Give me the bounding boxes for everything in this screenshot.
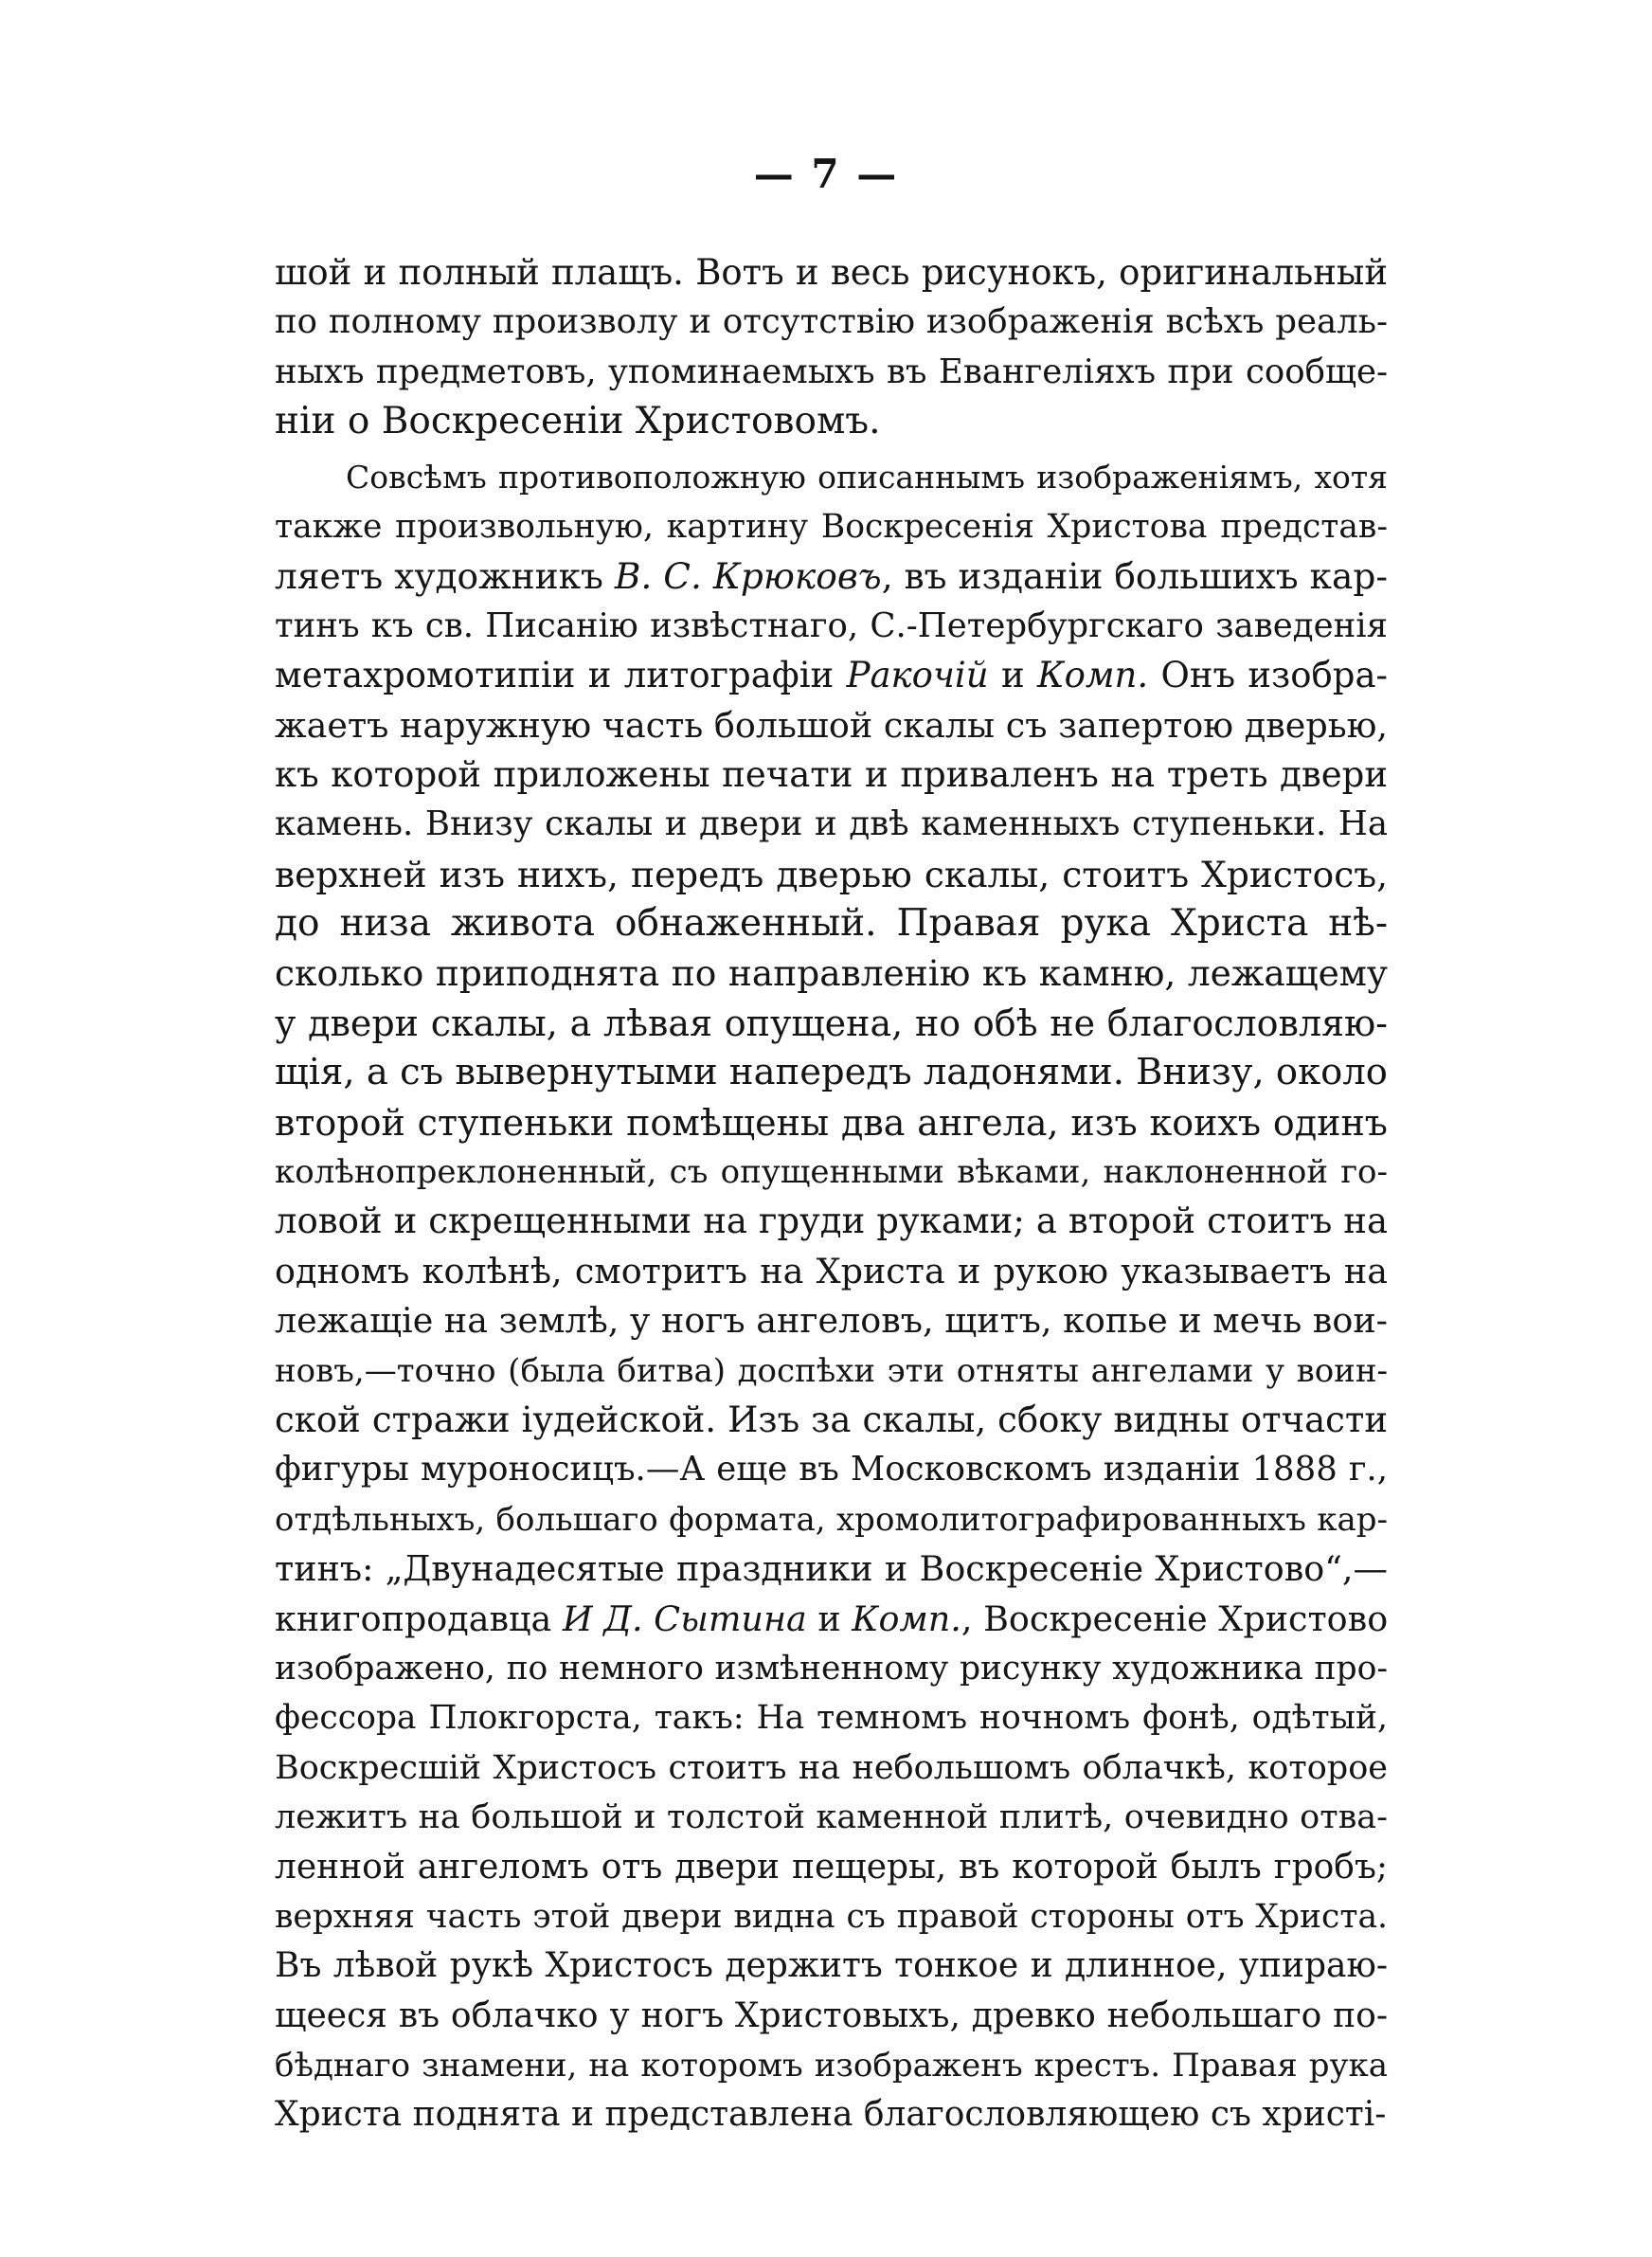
italic-name: Ракочій <box>846 655 989 696</box>
text-line <box>275 800 1388 849</box>
text-line <box>275 298 1388 347</box>
text-segment: верхней изъ нихъ, передъ дверью скалы, стоитъ Христосъ, <box>275 853 1388 895</box>
text-line <box>275 1644 1388 1693</box>
italic-name: Комп. <box>852 1598 961 1639</box>
text-line <box>275 1843 1388 1892</box>
text-segment: сколько приподнята по направленію къ камню, лежащему <box>275 952 1388 995</box>
text-line <box>275 999 1388 1048</box>
text-line <box>275 602 1388 651</box>
text-line <box>275 1495 1388 1544</box>
text-segment: изображено, по немного измѣненному рисунку художника про- <box>275 1649 1388 1688</box>
text-segment: жаетъ наружную часть большой скалы съ запертою дверью, <box>275 704 1388 746</box>
text-line <box>275 248 1388 298</box>
text-segment: верхняя часть этой двери видна съ правой стороны отъ Христа. <box>275 1897 1388 1936</box>
italic-name: В. С. Крюковъ <box>614 555 882 598</box>
text-segment: къ которой приложены печати и приваленъ на треть двери <box>275 753 1388 795</box>
text-segment: также произвольную, картину Воскресенія Христова представ- <box>275 507 1388 546</box>
text-line <box>275 1892 1388 1941</box>
italic-name: Комп. <box>1036 655 1149 696</box>
text-line <box>275 651 1388 700</box>
text-segment: фессора Плокгорста, такъ: На темномъ ночномъ фонѣ, одѣтый, <box>275 1699 1388 1738</box>
text-segment: ляетъ художникъ <box>275 555 615 598</box>
text-segment: у двери скалы, а лѣвая опущена, но обѣ не благословляю- <box>275 1002 1388 1044</box>
text-segment: Воскресшій Христосъ стоитъ на небольшомъ облачкѣ, которое <box>275 1748 1388 1787</box>
text-segment: колѣнопреклоненный, съ опущенными вѣками, наклоненной го- <box>275 1153 1388 1192</box>
text-line <box>275 1445 1388 1494</box>
text-segment: фигуры муроносицъ.—А еще въ Московскомъ изданіи 1888 г., <box>275 1450 1388 1490</box>
text-segment: Совсѣмъ противоположную описаннымъ изображеніямъ, хотя <box>346 458 1388 496</box>
text-line <box>275 1793 1388 1842</box>
text-segment: лежитъ на большой и толстой каменной плитѣ, очевидно отва- <box>275 1798 1388 1837</box>
text-line <box>275 1147 1388 1197</box>
text-segment: Онъ изобра- <box>1148 655 1389 696</box>
page-number: — 7 — <box>753 151 899 197</box>
text-line <box>275 1098 1388 1147</box>
paragraph <box>275 248 1388 447</box>
text-line <box>275 1595 1388 1644</box>
text-line <box>275 1992 1388 2041</box>
text-segment: одномъ колѣнѣ, смотритъ на Христа и рукою указываетъ на <box>275 1250 1388 1291</box>
text-line <box>275 948 1388 998</box>
paragraph <box>275 453 1388 2140</box>
text-segment: ловой и скрещенными на груди руками; а второй стоитъ на <box>275 1201 1388 1242</box>
text-line <box>275 1941 1388 1991</box>
text-line <box>275 701 1388 750</box>
text-segment: второй ступеньки помѣщены два ангела, изъ коихъ одинъ <box>275 1101 1388 1144</box>
text-line <box>275 348 1388 397</box>
text-segment: бѣднаго знамени, на которомъ изображенъ крестъ. Правая рука <box>275 2047 1388 2085</box>
text-line <box>275 551 1388 601</box>
text-segment: до низа живота обнаженный. Правая рука Христа нѣ- <box>275 902 1388 946</box>
text-line <box>275 1247 1388 1296</box>
text-segment: шой и полный плащъ. Вотъ и весь рисунокъ, оригинальный <box>275 252 1388 293</box>
text-line <box>275 2041 1388 2090</box>
text-segment: тинъ: „Двунадесятые праздники и Воскресеніе Христово“,— <box>275 1548 1388 1590</box>
text-segment: новъ,—точно (была битва) доспѣхи эти отняты ангелами у воин- <box>275 1351 1388 1390</box>
text-segment: лежащіе на землѣ, у ногъ ангеловъ, щитъ, копье и мечь вои- <box>275 1300 1388 1342</box>
text-segment: книгопродавца <box>275 1598 563 1639</box>
text-line <box>275 1693 1388 1742</box>
text-line <box>275 1296 1388 1345</box>
text-line <box>275 397 1388 446</box>
body-text <box>275 248 1388 2140</box>
text-segment: и <box>988 655 1037 696</box>
text-segment: камень. Внизу скалы и двери и двѣ каменныхъ ступеньки. На <box>275 804 1388 844</box>
text-line <box>275 1197 1388 1246</box>
text-segment: ленной ангеломъ отъ двери пещеры, въ которой былъ гробъ; <box>275 1847 1388 1887</box>
text-segment: метахромотипіи и литографіи <box>275 655 847 696</box>
text-line <box>275 850 1388 899</box>
text-segment: и <box>806 1598 853 1639</box>
text-line <box>275 750 1388 800</box>
text-line <box>275 2090 1388 2140</box>
text-segment: , въ изданіи большихъ кар- <box>881 555 1388 598</box>
text-line <box>275 1396 1388 1445</box>
text-line <box>275 899 1388 948</box>
text-line <box>275 1048 1388 1097</box>
text-segment: по полному произволу и отсутствію изображенія всѣхъ реаль- <box>275 302 1388 342</box>
text-line <box>275 1544 1388 1594</box>
text-segment: щія, а съ вывернутыми напередъ ладонями. Внизу, около <box>275 1051 1388 1094</box>
text-segment: ской стражи іудейской. Изъ за скалы, сбоку видны отчасти <box>275 1399 1388 1440</box>
text-segment: Въ лѣвой рукѣ Христосъ держитъ тонкое и длинное, упираю- <box>275 1946 1388 1986</box>
text-segment: ныхъ предметовъ, упоминаемыхъ въ Евангеліяхъ при сообще- <box>275 352 1388 391</box>
italic-name: И Д. Сытина <box>562 1598 807 1639</box>
text-segment: , Воскресеніе Христово <box>961 1598 1389 1639</box>
text-segment: ніи о Воскресеніи Христовомъ. <box>275 400 881 443</box>
text-segment: щееся въ облачко у ногъ Христовыхъ, древко небольшаго по- <box>275 1995 1388 2035</box>
text-line <box>275 453 1388 502</box>
text-line <box>275 502 1388 551</box>
text-line <box>275 1346 1388 1396</box>
text-segment: Христа поднята и представлена благословляющею съ христі- <box>275 2095 1387 2135</box>
text-segment: тинъ къ св. Писанію извѣстнаго, С.-Петербургскаго заведенія <box>275 605 1388 645</box>
text-segment: отдѣльныхъ, большаго формата, хромолитографированныхъ кар- <box>275 1500 1388 1539</box>
text-line <box>275 1743 1388 1793</box>
